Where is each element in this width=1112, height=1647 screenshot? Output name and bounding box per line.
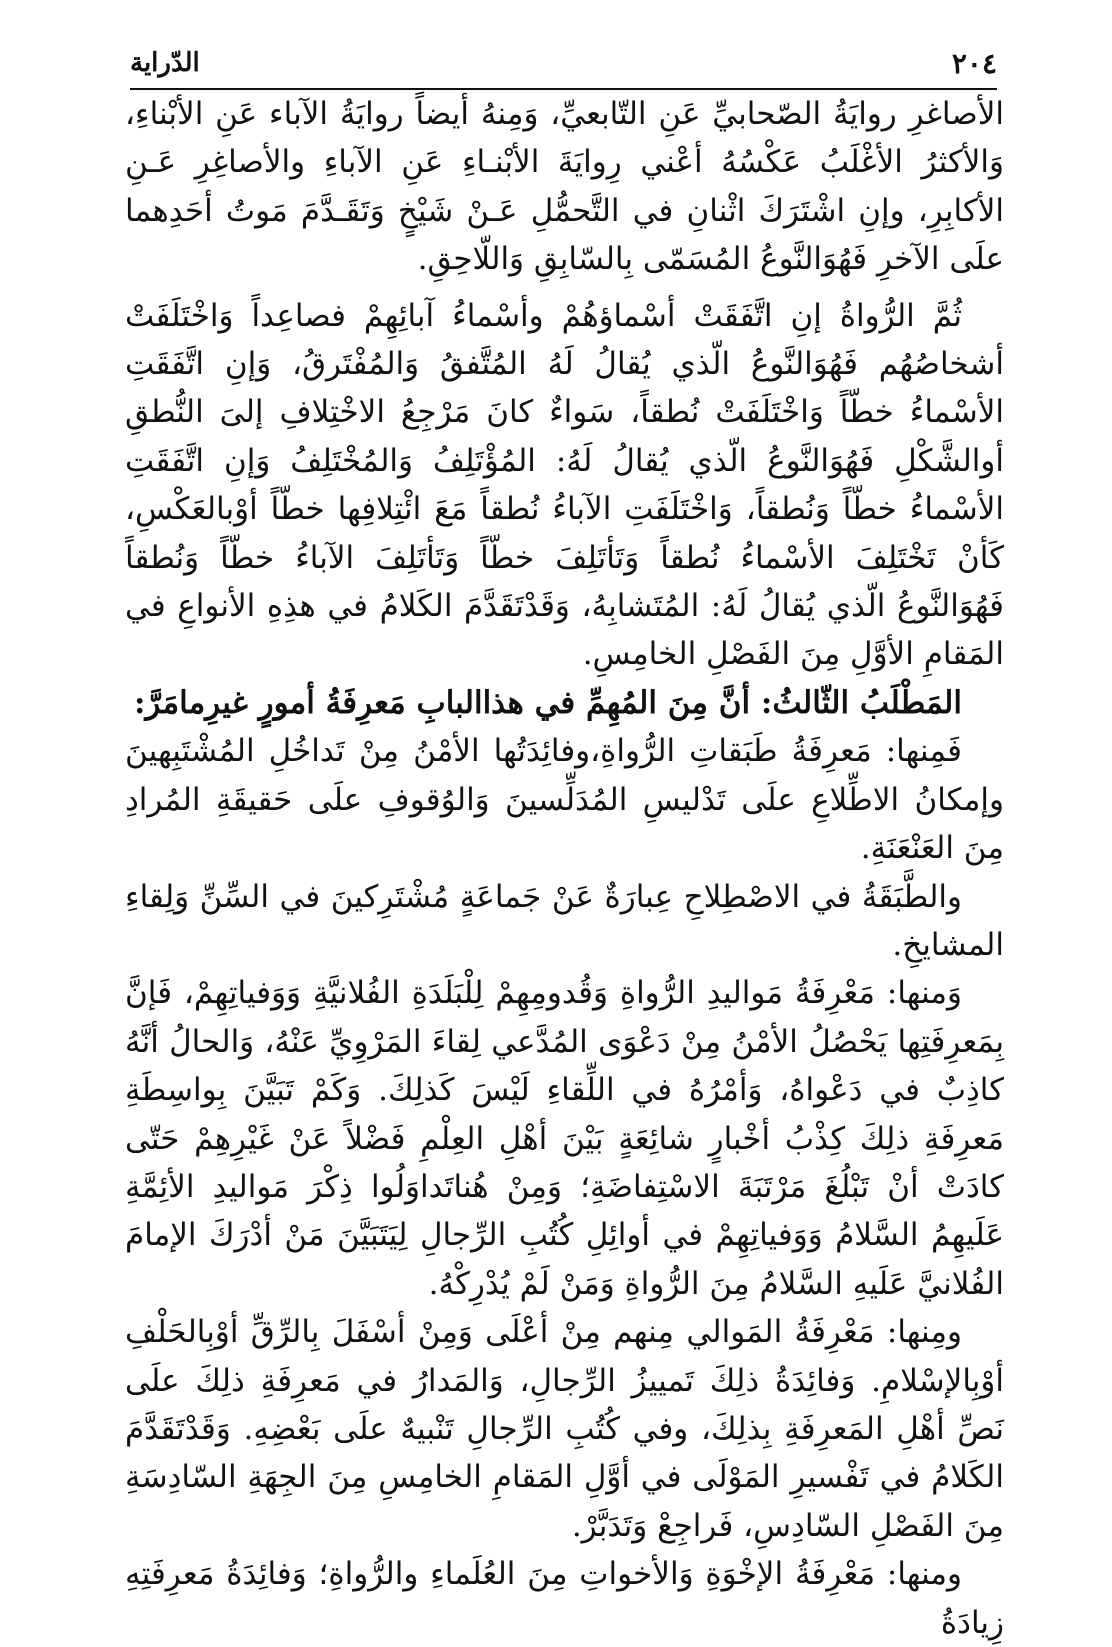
page-header [130,38,997,90]
paragraph-continuation: الأصاغرِ روايَةُ الصّحابيِّ عَنِ التّابعيِّ، وَمِنهُ أيضاً روايَةُ الآباء عَنِ الأبْناءِ، وَالأكثرُ الأغْلَبُ عَكْسُهُ أعْني رِوايَةَ الأبْنـاءِ عَنِ الآباءِ والأصاغِرِ عَـنِ الأكابِرِ، وإنِ اشْتَرَكَ اثْنانِ في التَّحمُّلِ عَـنْ شَيْخٍ وَتَقَـدَّمَ مَوتُ أحَدِهما علَى الآخرِ فَهُوَالنَّوعُ المُسَمّى بِالسّابِقِ وَاللّاحِقِ. [125,96,1004,278]
paragraph-tabaqa-definition: والطَّبَقَةُ في الاصْطِلاحِ عِبارَةٌ عَنْ جَماعَةٍ مُشْتَرِكينَ في السِّنِّ وَلِقاءِ المشايخِ. [125,878,1004,963]
running-title: الدّراية [130,48,200,78]
paragraph-birth-dates: وَمنها: مَعْرِفَةُ مَواليدِ الرُّواةِ وَقُدومِهِمْ لِلْبَلَدَةِ الفُلانيَّةِ وَوَفياتِهِمْ، فَإنَّ بِمَعرِفَتِها يَحْصُلُ الأمْنُ مِنْ دَعْوَى المُدَّعي لِقاءَ المَرْوِيِّ عَنْهُ، وَالحالُ أنَّهُ كاذِبٌ في دَعْواهُ، وَأمْرُهُ في اللِّقاءِ لَيْسَ كَذلِكَ. وَكَمْ تَبَيَّنَ بِواسِطَةِ مَعرِفَةِ ذلِكَ كِذْبُ أخْبارٍ شائِعَةٍ بَيْنَ أهْلِ العِلْمِ فَضْلاً عَنْ غَيْرِهِمْ حَتّى كادَتْ أنْ تَبْلُغَ مَرْتَبَةَ الاسْتِفاضَةِ؛ وَمِنْ هُناتَداوَلُوا ذِكْرَ مَواليدِ الأئِمَّةِ عَلَيهِمُ السَّلامُ وَوَفياتِهِمْ في أوائِلِ كُتُبِ الرِّجالِ لِيَتَبَيَّنَ مَنْ أدْرَكَ الإمامَ الفُلانيَّ عَلَيهِ السَّلامُ مِنَ الرُّواةِ وَمَنْ لَمْ يُدْرِكْهُ. [125,975,1004,1302]
paragraph-narrators-names: ثُمَّ الرُّواةُ إنِ اتَّفَقَتْ أسْماؤهُمْ وأسْماءُ آبائِهِمْ فصاعِداً وَاخْتَلَفَتْ أشخاصُهُم فَهُوَالنَّوعُ الّذي يُقالُ لَهُ المُتَّفقُ وَالمُفْتَرقُ، وَإنِ اتَّفَقَتِ الأسْماءُ خطّاً وَاخْتَلَفَتْ نُطقاً، سَواءٌ كانَ مَرْجِعُ الاخْتِلافِ إلىَ النُّطقِ أوالشَّكْلِ فَهُوَالنَّوعُ الّذي يُقالُ لَهُ: المُؤْتَلِفُ وَالمُخْتَلِفُ وَإنِ اتَّفَقَتِ الأسْماءُ خطّاً وَنُطقاً، وَاخْتَلَفَتِ الآباءُ نُطقاً مَعَ ائْتِلافِها خطّاً أوْبالعَكْسِ، كَأنْ تَخْتَلِفَ الأسْماءُ نُطقاً وَتَأتَلِفَ خطّاً وَتَأتَلِفَ الآباءُ خطّاً وَنُطقاً فَهُوَالنَّوعُ الّذي يُقالُ لَهُ: المُتَشابِهُ، وَقَدْتَقَدَّمَ الكَلامُ في هذِهِ الأنواعِ في المَقامِ الأوَّلِ مِنَ الفَصْلِ الخامِسِ. [125,297,1004,673]
page-number: ٢٠٤ [951,46,997,80]
page-body [125,90,1004,1647]
paragraph-siblings: ومنها: مَعْرِفَةُ الإخْوَةِ وَالأخواتِ مِنَ العُلَماءِ والرُّواةِ؛ وَفائِدَةُ مَعرِفَتِهِ زِيادَةُ [125,1556,1004,1641]
paragraph-mawali: ومِنها: مَعْرِفَةُ المَوالي مِنهم مِنْ أعْلَى وَمِنْ أسْفَلَ بِالرِّقِّ أوْبِالحَلْفِ أوْبِالإسْلامِ. وَفائِدَةُ ذلِكَ تَمييزُ الرِّجالِ، وَالمَدارُ في مَعرِفَةِ ذلِكَ علَى نَصِّ أهْلِ المَعرِفَةِ بِذلِكَ، وفي كُتُبِ الرِّجالِ تَنْبيهٌ علَى بَعْضِهِ. وَقَدْتَقَدَّمَ الكَلامُ في تَفْسيرِ المَوْلَى في أوَّلِ المَقامِ الخامِسِ مِنَ الجِهَةِ السّادِسَةِ مِنَ الفَصْلِ السّادِسِ، فَراجِعْ وَتَدَبَّرْ. [125,1314,1004,1544]
section-heading: المَطْلَبُ الثّالثُ: أنَّ مِنَ المُهِمِّ في هذاالبابِ مَعرِفَةُ أمورٍ غيرِمامَرَّ: [133,684,962,721]
paragraph-tabaqat: فَمِنها: مَعرِفَةُ طَبَقاتِ الرُّواةِ،وفائِدَتُها الأمْنُ مِنْ تَداخُلِ المُشْتَبِهينَ وإمكانُ الاطِّلاعِ علَى تَدْليسِ المُدَلِّسينَ وَالوُقوفِ علَى حَقيقَةِ المُرادِ مِنَ العَنْعَنَةِ. [125,733,1004,867]
